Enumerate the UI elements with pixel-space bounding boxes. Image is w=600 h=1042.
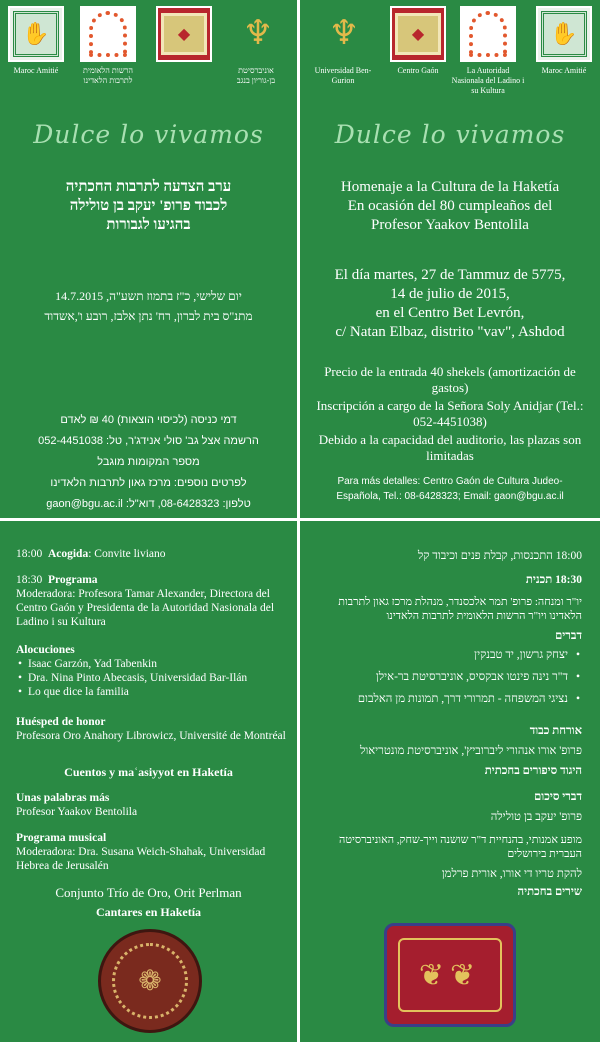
welcome-line: 18:00 התכנסות, קבלת פנים וכיבוד קל — [417, 550, 582, 562]
closing-block: דברי סיכום פרופ' יעקב בן טולילה — [490, 791, 582, 823]
decorative-medallion-image — [98, 929, 202, 1033]
panel-hebrew-invitation — [0, 0, 297, 518]
music-block: Programa musical Moderadora: Dra. Susana Weich-Shahak, Universidad Hebrea de Jerusalén — [16, 832, 266, 872]
guest-block: אורחת כבוד פרופ' אורו אנהורי ליברוביץ', אוניברסיטת מונטריאול היגוד סיפורים בחכתית — [359, 725, 582, 777]
date-place: El día martes, 27 de Tammuz de 5775, 14 de julio de 2015, en el Centro Bet Levrón, c/ Natan Elbaz, distrito "vav", Ashdod — [334, 267, 566, 340]
info-block: דמי כניסה (לכיסוי הוצאות) 40 ₪ לאדם הרשמה אצל גב' סולי אנידג'ר, טל: 052-4451038 מספר המקומות מוגבל לפרטים נוספים: מרכז גאון לתרבות הלאדינו טלפון: 08-6428323, דוא"ל: gaon@bgu.ac.il — [38, 414, 259, 510]
date-place: יום שלישי, כ"ז בתמוז תשע"ה, 14.7.2015 מתנ"ס בית לברון, רח' נתן אלבז, רובע ו',אשדוד — [44, 289, 253, 323]
logo-centro-gaon: ◆ Centro Gaón — [390, 6, 446, 76]
guest-block: Huésped de honor Profesora Oro Anahory Librowicz, Université de Montréal — [16, 716, 286, 742]
embroidered-purse-image — [384, 923, 516, 1027]
panel-hebrew-program — [300, 521, 600, 1042]
panel-spanish-invitation — [300, 0, 600, 518]
menorah-icon: ♆ — [328, 15, 360, 52]
program-block: 18:30 Programa Moderadora: Profesora Tamar Alexander, Directora del Centro Gaón y Presidenta de la Autoridad Nasionala del Ladino i su Kultura — [16, 574, 275, 628]
arch-icon — [80, 6, 136, 62]
logos-row — [300, 6, 600, 96]
info-block: Precio de la entrada 40 shekels (amortización de gastos) Inscripción a cargo de la Señora Soly Anidjar (Tel.: 052-4451038) Debido a la capacidad del auditorio, las plazas son limitadas — [316, 364, 584, 463]
stories-heading: Cuentos y maʿasiyyot en Haketía — [64, 765, 233, 779]
arch-icon — [460, 6, 516, 62]
program-heading: 18:30 תכנית — [525, 574, 582, 586]
logo-ladino-authority: הרשות הלאומית לתרבות הלאדינו — [80, 6, 140, 86]
logo-ben-gurion: ♆ אוניברסיטת בן-גוריון בנגב — [230, 6, 286, 86]
moderator: יו"ר ומנחה: פרופ' תמר אלכסנדר, מנהלת מרכז גאון לתרבות הלאדינו ויו"ר הרשות הלאומית לתרבות הלאדינו — [338, 596, 582, 622]
music-block: מופע אמנותי, בהנחיית ד"ר שושנה וייך-שחק, האוניברסיטה העברית בירושלים — [339, 834, 582, 860]
logo-maroc-amitie: ✋ Maroc Amitié — [536, 6, 592, 76]
gaon-icon: ◆ — [156, 6, 212, 62]
hamsa-icon: ✋ — [536, 6, 592, 62]
menorah-icon: ♆ — [242, 15, 274, 52]
logo-ben-gurion: ♆ Universidad Ben-Gurion — [316, 6, 372, 86]
songs-heading: Cantares en Haketía — [95, 905, 202, 919]
ensemble: Conjunto Trío de Oro, Orit Perlman — [55, 885, 242, 900]
hamsa-icon: ✋ — [8, 6, 64, 62]
logos-row — [0, 6, 297, 96]
heading: ערב הצדעה לתרבות החכתיה לכבוד פרופ' יעקב בן טולילה בהגיעו לגבורות — [65, 179, 232, 233]
ornament-icon: ❁ — [112, 943, 188, 1019]
speeches-block: Alocuciones • Isaac Garzón, Yad Tabenkin • Dra. Nina Pinto Abecasis, Universidad Bar-Ilán • Lo que dice la familia — [16, 643, 287, 699]
gaon-icon: ◆ — [390, 6, 446, 62]
bird-ornament-icon: ❦❦ — [398, 938, 502, 1012]
logo-ladino-authority: La Autoridad Nasionala del Ladino i su Kultura — [460, 6, 526, 96]
event-title: Dulce lo vivamos — [33, 120, 264, 149]
contact-info: Para más detalles: Centro Gaón de Cultura Judeo-Española, Tel.: 08-6428323; Email: gaon@bgu.ac.il — [336, 476, 564, 502]
panel-spanish-program — [0, 521, 297, 1042]
event-title: Dulce lo vivamos — [334, 120, 566, 149]
speeches-block: דברים • יצחק גרשון, יד טבנקין • ד"ר נינה פינטו אבקסיס, אוניברסיטת בר-אילן • נציגי המשפחה - תמרורי דרך, תמונות מן האלבום — [308, 629, 582, 710]
logo-centro-gaon — [156, 6, 212, 66]
welcome-line: 18:00 Acogida: Convite liviano — [16, 548, 166, 560]
heading: Homenaje a la Cultura de la Haketía En ocasión del 80 cumpleaños del Profesor Yaakov Bentolila — [340, 179, 560, 233]
logo-maroc-amitie: ✋ Maroc Amitié — [8, 6, 64, 76]
ensemble-block: להקת טריו די אורו, אורית פרלמן שירים בחכתיה — [441, 868, 582, 898]
closing-words-block: Unas palabras más Profesor Yaakov Bentolila — [16, 792, 138, 818]
